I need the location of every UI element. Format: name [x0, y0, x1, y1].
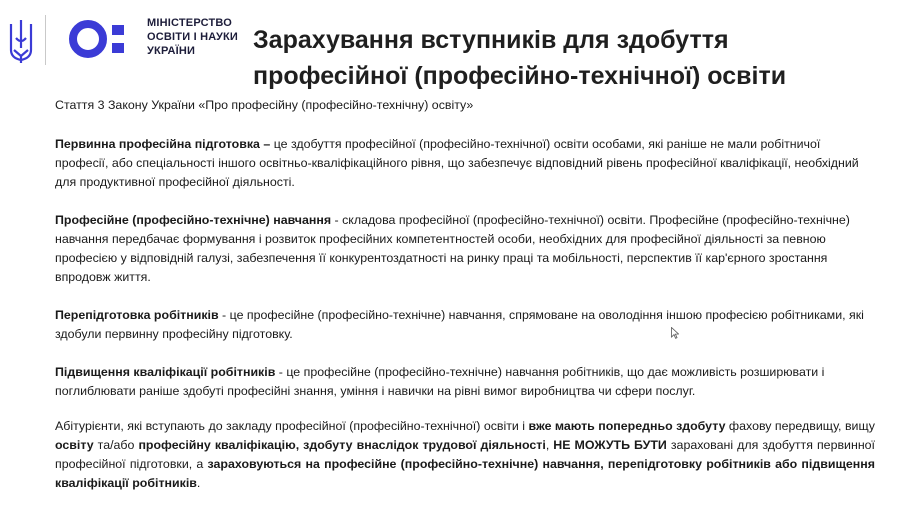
rule-text: . [196, 476, 201, 490]
definition-separator: – [259, 137, 274, 151]
definition-text: це професійне (професійно-технічне) навчання, спрямоване на оволодіння іншою професією робітниками, які здобули первинну професійну підготовку. [55, 308, 864, 341]
rule-text: та/або [93, 438, 139, 452]
ministry-line: МІНІСТЕРСТВО [147, 17, 233, 29]
definition-term: Підвищення кваліфікації робітників [55, 365, 276, 379]
definition-separator: - [331, 213, 343, 227]
ministry-line: ОСВІТИ І НАУКИ [147, 31, 239, 43]
definition-text: це здобуття професійної (професійно-технічної) освіти особами, які раніше не мали робітничої професії, або спеціальності іншого освітньо-кваліфікаційного рівня, що забезпечує відповідний рівень професійної кваліфікації, необхідний для продуктивної професійної діяльності. [55, 137, 859, 189]
rule-text: зараховані для здобуття первинної професійної підготовки, а [55, 438, 875, 471]
definition-retraining [55, 306, 875, 344]
definition-qualification-upgrade [55, 363, 875, 401]
slide-header [0, 0, 900, 95]
definition-vocational-training [55, 211, 875, 287]
title-line: Зарахування вступників для здобуття [253, 26, 729, 54]
definition-separator: - [218, 308, 230, 322]
ministry-line: УКРАЇНИ [147, 45, 196, 57]
definition-primary-training [55, 135, 875, 192]
rule-text: , [545, 438, 554, 452]
law-source: Стаття 3 Закону України «Про професійну (професійно-технічну) освіту» [55, 98, 474, 112]
definition-term: Первинна професійна підготовка [55, 137, 260, 151]
title-line: професійної (професійно-технічної) освіти [253, 62, 787, 90]
definition-term: Професійне (професійно-технічне) навчання [55, 213, 332, 227]
rule-text-bold: освіту [55, 438, 94, 452]
trident-icon [8, 18, 34, 64]
slide-content [55, 96, 875, 512]
header-divider [45, 15, 46, 65]
rule-text-bold: НЕ МОЖУТЬ БУТИ [553, 438, 667, 452]
rule-text-bold: професійну кваліфікацію, здобуту внаслідок трудової діяльності [138, 438, 546, 452]
definition-term: Перепідготовка робітників [55, 308, 219, 322]
slide-title [253, 22, 893, 94]
definition-separator: - [275, 365, 287, 379]
rule-text-bold: вже мають попередньо здобуту [528, 419, 726, 433]
definition-text: це професійне (професійно-технічне) навчання робітників, що дає можливість розширювати і поглиблювати раніше здобуті професійні знання, уміння і навички на рівні вимог виробництва чи сфери послуг. [55, 365, 825, 398]
definition-text: складова професійної (професійно-технічної) освіти. Професійне (професійно-технічне) навчання передбачає формування і розвиток професійних компетентностей особи, необхідних для професійної діяльності за певною професією у відповідній галузі, забезпечення її конкурентоздатності на ринку праці та мобільності, перспектив її кар'єрного зростання впродовж життя. [55, 213, 850, 284]
rule-text: Абітурієнти, які вступають до закладу професійної (професійно-технічної) освіти і [55, 419, 529, 433]
ministry-name [147, 16, 257, 58]
ministry-logo-icon [68, 17, 140, 65]
rule-text: фахову передвищу, вищу [725, 419, 875, 433]
enrollment-rule-paragraph [55, 417, 875, 493]
rule-text-bold: зараховуються на професійне (професійно-технічне) навчання, перепідготовку робітників або підвищення кваліфікації робітників [55, 457, 875, 490]
mouse-cursor-icon [671, 327, 679, 339]
